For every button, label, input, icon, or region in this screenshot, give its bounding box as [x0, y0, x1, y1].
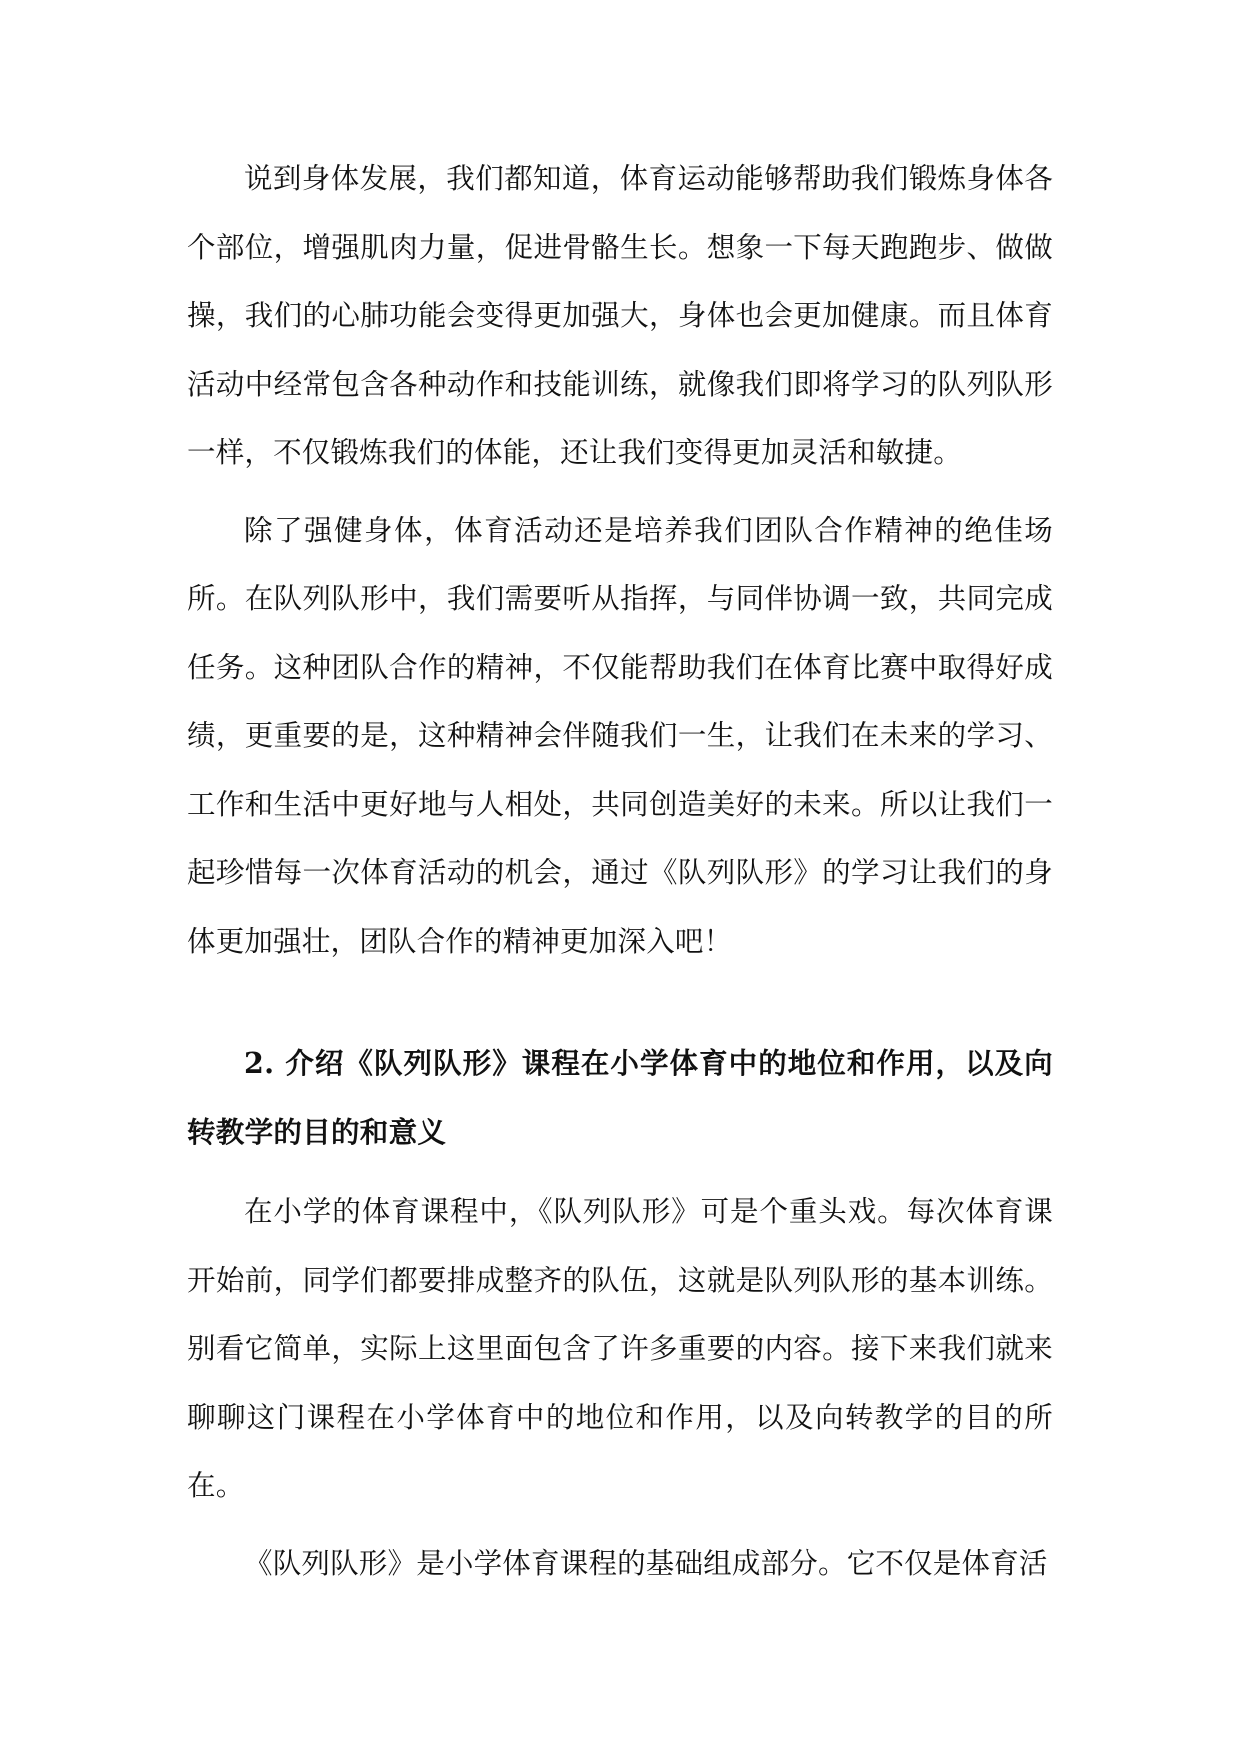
paragraph-course-intro: 在小学的体育课程中，《队列队形》可是个重头戏。每次体育课开始前，同学们都要排成整齐的队伍，这就是队列队形的基本训练。别看它简单，实际上这里面包含了许多重要的内容。接下来我们就来聊聊这门课程在小学体育中的地位和作用，以及向转教学的目的所在。	[187, 1195, 1053, 1502]
paragraph-course-foundation: 《队列队形》是小学体育课程的基础组成部分。它不仅是体育活	[244, 1546, 1048, 1580]
paragraph-body-development: 说到身体发展，我们都知道，体育运动能够帮助我们锻炼身体各个部位，增强肌肉力量，促进骨骼生长。想象一下每天跑跑步、做做操，我们的心肺功能会变得更加强大，身体也会更加健康。而且体育活动中经常包含各种动作和技能训练，就像我们即将学习的队列队形一样，不仅锻炼我们的体能，还让我们变得更加灵活和敏捷。	[187, 162, 1053, 469]
section-heading: 2. 介绍《队列队形》课程在小学体育中的地位和作用，以及向转教学的目的和意义	[187, 1046, 1053, 1149]
paragraph-teamwork: 除了强健身体，体育活动还是培养我们团队合作精神的绝佳场所。在队列队形中，我们需要听从指挥，与同伴协调一致，共同完成任务。这种团队合作的精神，不仅能帮助我们在体育比赛中取得好成绩，更重要的是，这种精神会伴随我们一生，让我们在未来的学习、工作和生活中更好地与人相处，共同创造美好的未来。所以让我们一起珍惜每一次体育活动的机会，通过《队列队形》的学习让我们的身体更加强壮，团队合作的精神更加深入吧！	[187, 513, 1053, 958]
document-body	[187, 145, 1053, 1598]
